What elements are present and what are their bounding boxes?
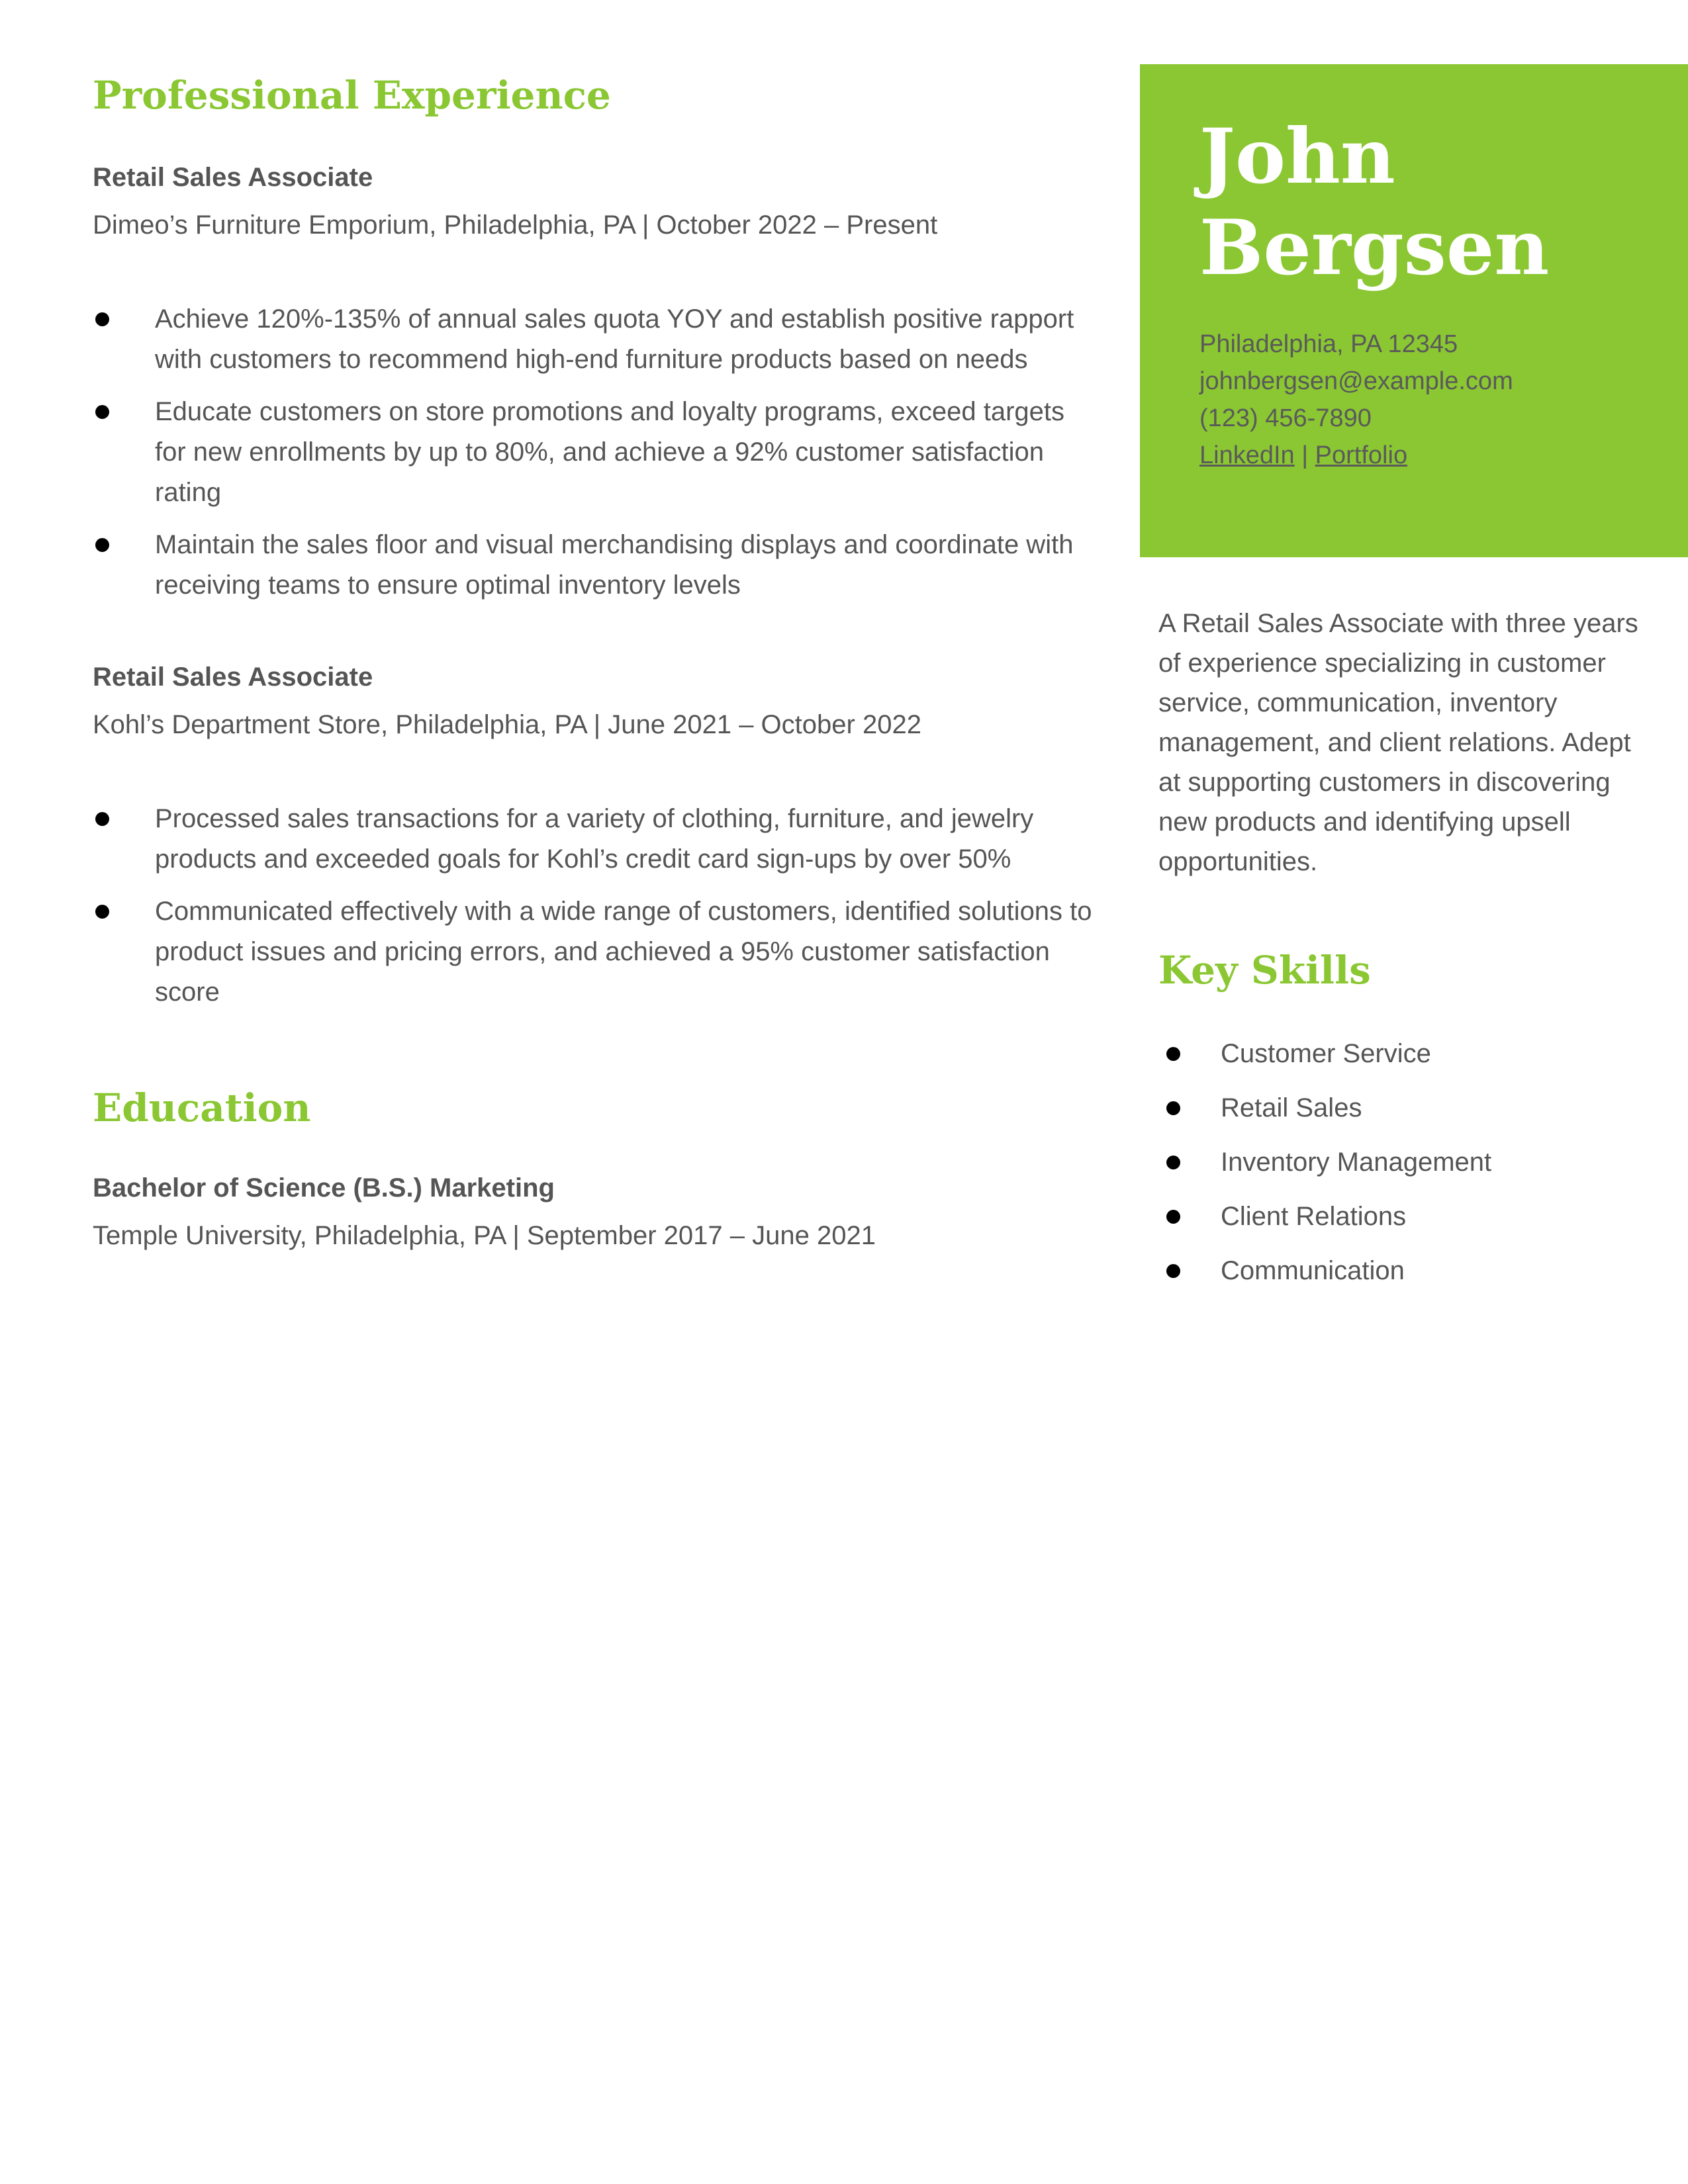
skill-text: Inventory Management [1221, 1147, 1492, 1177]
skill-item [1158, 1197, 1642, 1236]
job-bullets [93, 799, 1099, 1013]
skill-text: Customer Service [1221, 1038, 1431, 1068]
education-entry [93, 1169, 1099, 1255]
bullet-text: Maintain the sales floor and visual merchandising displays and coordinate with receiving teams to ensure optimal inventory levels [155, 529, 1074, 600]
link-separator: | [1301, 441, 1309, 469]
bullet-dot-icon [95, 405, 109, 419]
contact-info [1199, 326, 1513, 474]
bullet-dot-icon [1166, 1210, 1180, 1224]
job-meta: Dimeo’s Furniture Emporium, Philadelphia, PA | October 2022 – Present [93, 210, 938, 240]
job-title: Retail Sales Associate [93, 162, 373, 192]
skill-item [1158, 1251, 1642, 1291]
bullet-item [93, 299, 1099, 380]
skills-heading: Key Skills [1158, 948, 1371, 993]
name-banner [1140, 64, 1688, 557]
bullet-item [93, 799, 1099, 880]
bullet-item [93, 392, 1099, 513]
bullet-dot-icon [1166, 1047, 1180, 1061]
bullet-item [93, 525, 1099, 606]
bullet-dot-icon [95, 538, 109, 552]
side-column [1158, 604, 1642, 1305]
first-name: John [1199, 112, 1395, 201]
candidate-name [1199, 111, 1549, 293]
bullet-dot-icon [1166, 1156, 1180, 1169]
bullet-text: Processed sales transactions for a variety of clothing, furniture, and jewelry products and exceeded goals for Kohl’s credit card sign-ups by over 50% [155, 803, 1034, 874]
bullet-dot-icon [95, 812, 109, 826]
skill-item [1158, 1088, 1642, 1128]
education-meta: Temple University, Philadelphia, PA | September 2017 – June 2021 [93, 1221, 876, 1251]
profile-links [1199, 437, 1513, 474]
summary-text: A Retail Sales Associate with three years of experience specializing in customer service, communication, inventory management, and client relations. Adept at supporting customers in discovering new products and identifying upsell opportunities. [1158, 609, 1638, 876]
job-title: Retail Sales Associate [93, 662, 373, 692]
bullet-dot-icon [1166, 1264, 1180, 1278]
skill-item [1158, 1034, 1642, 1073]
last-name: Bergsen [1199, 203, 1550, 292]
skills-list [1158, 1034, 1642, 1291]
job-entry [93, 159, 1099, 606]
skill-text: Client Relations [1221, 1201, 1407, 1231]
education-heading: Education [93, 1085, 311, 1130]
portfolio-link[interactable]: Portfolio [1315, 441, 1408, 469]
skill-text: Communication [1221, 1255, 1405, 1285]
experience-heading: Professional Experience [93, 73, 611, 118]
phone-text: (123) 456-7890 [1199, 404, 1372, 432]
job-meta: Kohl’s Department Store, Philadelphia, PA | June 2021 – October 2022 [93, 709, 921, 739]
skill-item [1158, 1142, 1642, 1182]
job-entry [93, 659, 1099, 1013]
job-bullets [93, 299, 1099, 606]
email-text: johnbergsen@example.com [1199, 367, 1513, 395]
bullet-item [93, 891, 1099, 1013]
main-column [93, 73, 1099, 1255]
bullet-dot-icon [1166, 1101, 1180, 1115]
linkedin-link[interactable]: LinkedIn [1199, 441, 1295, 469]
skill-text: Retail Sales [1221, 1093, 1362, 1122]
location-text: Philadelphia, PA 12345 [1199, 330, 1458, 358]
bullet-dot-icon [95, 905, 109, 919]
education-section [93, 1085, 1099, 1256]
bullet-text: Educate customers on store promotions and loyalty programs, exceed targets for new enrollments by up to 80%, and achieve a 92% customer satisfaction rating [155, 396, 1065, 507]
degree-title: Bachelor of Science (B.S.) Marketing [93, 1173, 555, 1203]
bullet-text: Communicated effectively with a wide range of customers, identified solutions to product issues and pricing errors, and achieved a 95% customer satisfaction score [155, 896, 1092, 1007]
bullet-text: Achieve 120%-135% of annual sales quota YOY and establish positive rapport with customers to recommend high-end furniture products based on needs [155, 304, 1074, 374]
bullet-dot-icon [95, 312, 109, 326]
